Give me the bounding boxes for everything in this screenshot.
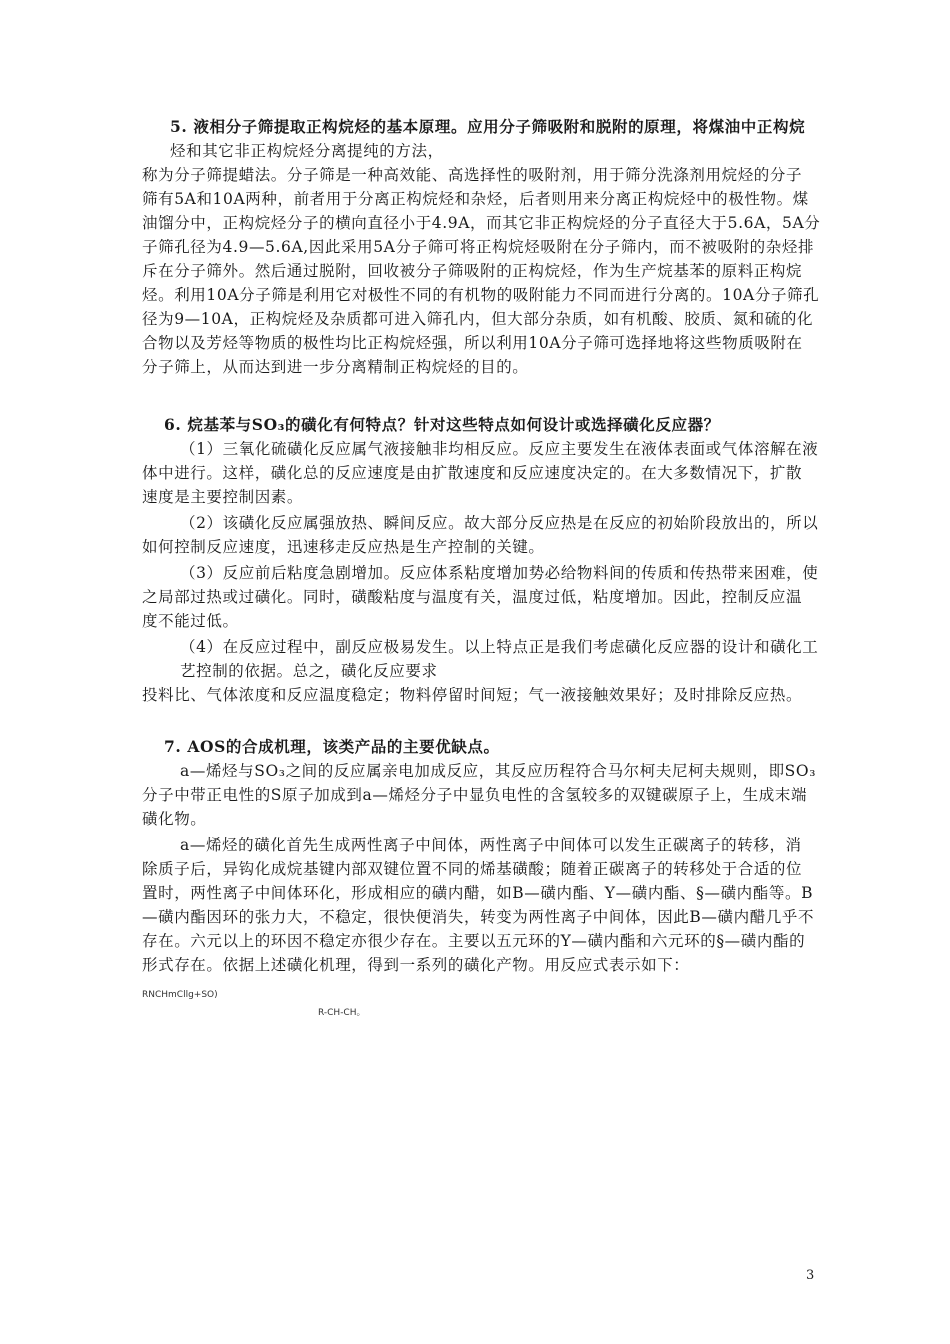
text-line: 称为分子筛提蜡法。分子筛是一种高效能、高选择性的吸附剂，用于筛分洗涤剂用烷烃的分子 — [142, 166, 803, 184]
text-line: a—烯烃的磺化首先生成两性离子中间体，两性离子中间体可以发生正碳离子的转移，消 — [180, 836, 802, 854]
text-line: 度不能过低。 — [142, 612, 239, 630]
reaction-formula-left: RNCHmCllg+SO) — [142, 990, 218, 1000]
text-line: 投料比、气体浓度和反应温度稳定；物料停留时间短；气一液接触效果好；及时排除反应热。 — [142, 686, 803, 704]
text-line: 体中进行。这样，磺化总的反应速度是由扩散速度和反应速度决定的。在大多数情况下，扩散 — [142, 464, 803, 482]
text-line: 之局部过热或过磺化。同时，磺酸粘度与温度有关，温度过低，粘度增加。因此，控制反应温 — [142, 588, 803, 606]
text-line: 速度是主要控制因素。 — [142, 488, 304, 506]
text-line: 除质子后，异钩化成烷基键内部双键位置不同的烯基磺酸；随着正碳离子的转移处于合适的位 — [142, 860, 803, 878]
text-line: 形式存在。依据上述磺化机理，得到一系列的磺化产物。用反应式表示如下： — [142, 956, 690, 974]
text-line: 油馏分中，正构烷烃分子的横向直径小于4.9A，而其它非正构烷烃的分子直径大于5.6A，5A分 — [142, 214, 821, 232]
text-line: 斥在分子筛外。然后通过脱附，回收被分子筛吸附的正构烷烃，作为生产烷基苯的原料正构烷 — [142, 262, 803, 280]
reaction-formula-right: R-CH-CH。 — [318, 1008, 366, 1018]
text-line: 烃。利用10A分子筛是利用它对极性不同的有机物的吸附能力不同而进行分离的。10A分子筛孔 — [142, 286, 820, 304]
text-line: 烃和其它非正构烷烃分离提纯的方法， — [170, 142, 444, 160]
text-line: a—烯烃与SO₃之间的反应属亲电加成反应，其反应历程符合马尔柯夫尼柯夫规则，即SO₃ — [180, 762, 817, 780]
text-line: 存在。六元以上的环因不稳定亦很少存在。主要以五元环的Y—磺内酯和六元环的§—磺内酯的 — [142, 932, 806, 950]
text-line: —磺内酯因环的张力大，不稳定，很快便消失，转变为两性离子中间体，因此B—磺内醋几乎不 — [142, 908, 815, 926]
text-line: 如何控制反应速度，迅速移走反应热是生产控制的关键。 — [142, 538, 545, 556]
text-line: 磺化物。 — [142, 810, 207, 828]
text-line: 筛有5A和10A两种，前者用于分离正构烷烃和杂烃，后者则用来分离正构烷烃中的极性物。煤 — [142, 190, 809, 208]
text-line: 子筛孔径为4.9—5.6A,因此采用5A分子筛可将正构烷烃吸附在分子筛内，而不被吸附的杂烃排 — [142, 238, 815, 256]
text-line: 置时，两性离子中间体环化，形成相应的磺内醋，如B—磺内酯、Y—磺内酯、§—磺内酯等。B — [142, 884, 814, 902]
text-line: （2）该磺化反应属强放热、瞬间反应。故大部分反应热是在反应的初始阶段放出的，所以 — [180, 514, 819, 532]
text-line: 分子筛上，从而达到进一步分离精制正构烷烃的目的。 — [142, 358, 529, 376]
text-line: 5. 液相分子筛提取正构烷烃的基本原理。应用分子筛吸附和脱附的原理，将煤油中正构烷 — [170, 117, 806, 136]
text-line: 6. 烷基苯与SO₃的磺化有何特点？针对这些特点如何设计或选择磺化反应器？ — [164, 415, 720, 434]
text-line: （4）在反应过程中，副反应极易发生。以上特点正是我们考虑磺化反应器的设计和磺化工 — [180, 638, 819, 656]
text-line: 径为9—10A，正构烷烃及杂质都可进入筛孔内，但大部分杂质，如有机酸、胶质、氮和硫的化 — [142, 310, 814, 328]
text-line: （3）反应前后粘度急剧增加。反应体系粘度增加势必给物料间的传质和传热带来困难，使 — [180, 564, 819, 582]
text-line: 分子中带正电性的S原子加成到a—烯烃分子中显负电性的含氢较多的双键碳原子上，生成末端 — [142, 786, 808, 804]
text-line: 艺控制的依据。总之，磺化反应要求 — [180, 662, 438, 680]
text-line: 7. AOS的合成机理，该类产品的主要优缺点。 — [164, 737, 500, 756]
text-line: 合物以及芳烃等物质的极性均比正构烷烃强，所以利用10A分子筛可选择地将这些物质吸附在 — [142, 334, 803, 352]
text-line: （1）三氧化硫磺化反应属气液接触非均相反应。反应主要发生在液体表面或气体溶解在液 — [180, 440, 819, 458]
page-number: 3 — [806, 1268, 815, 1283]
